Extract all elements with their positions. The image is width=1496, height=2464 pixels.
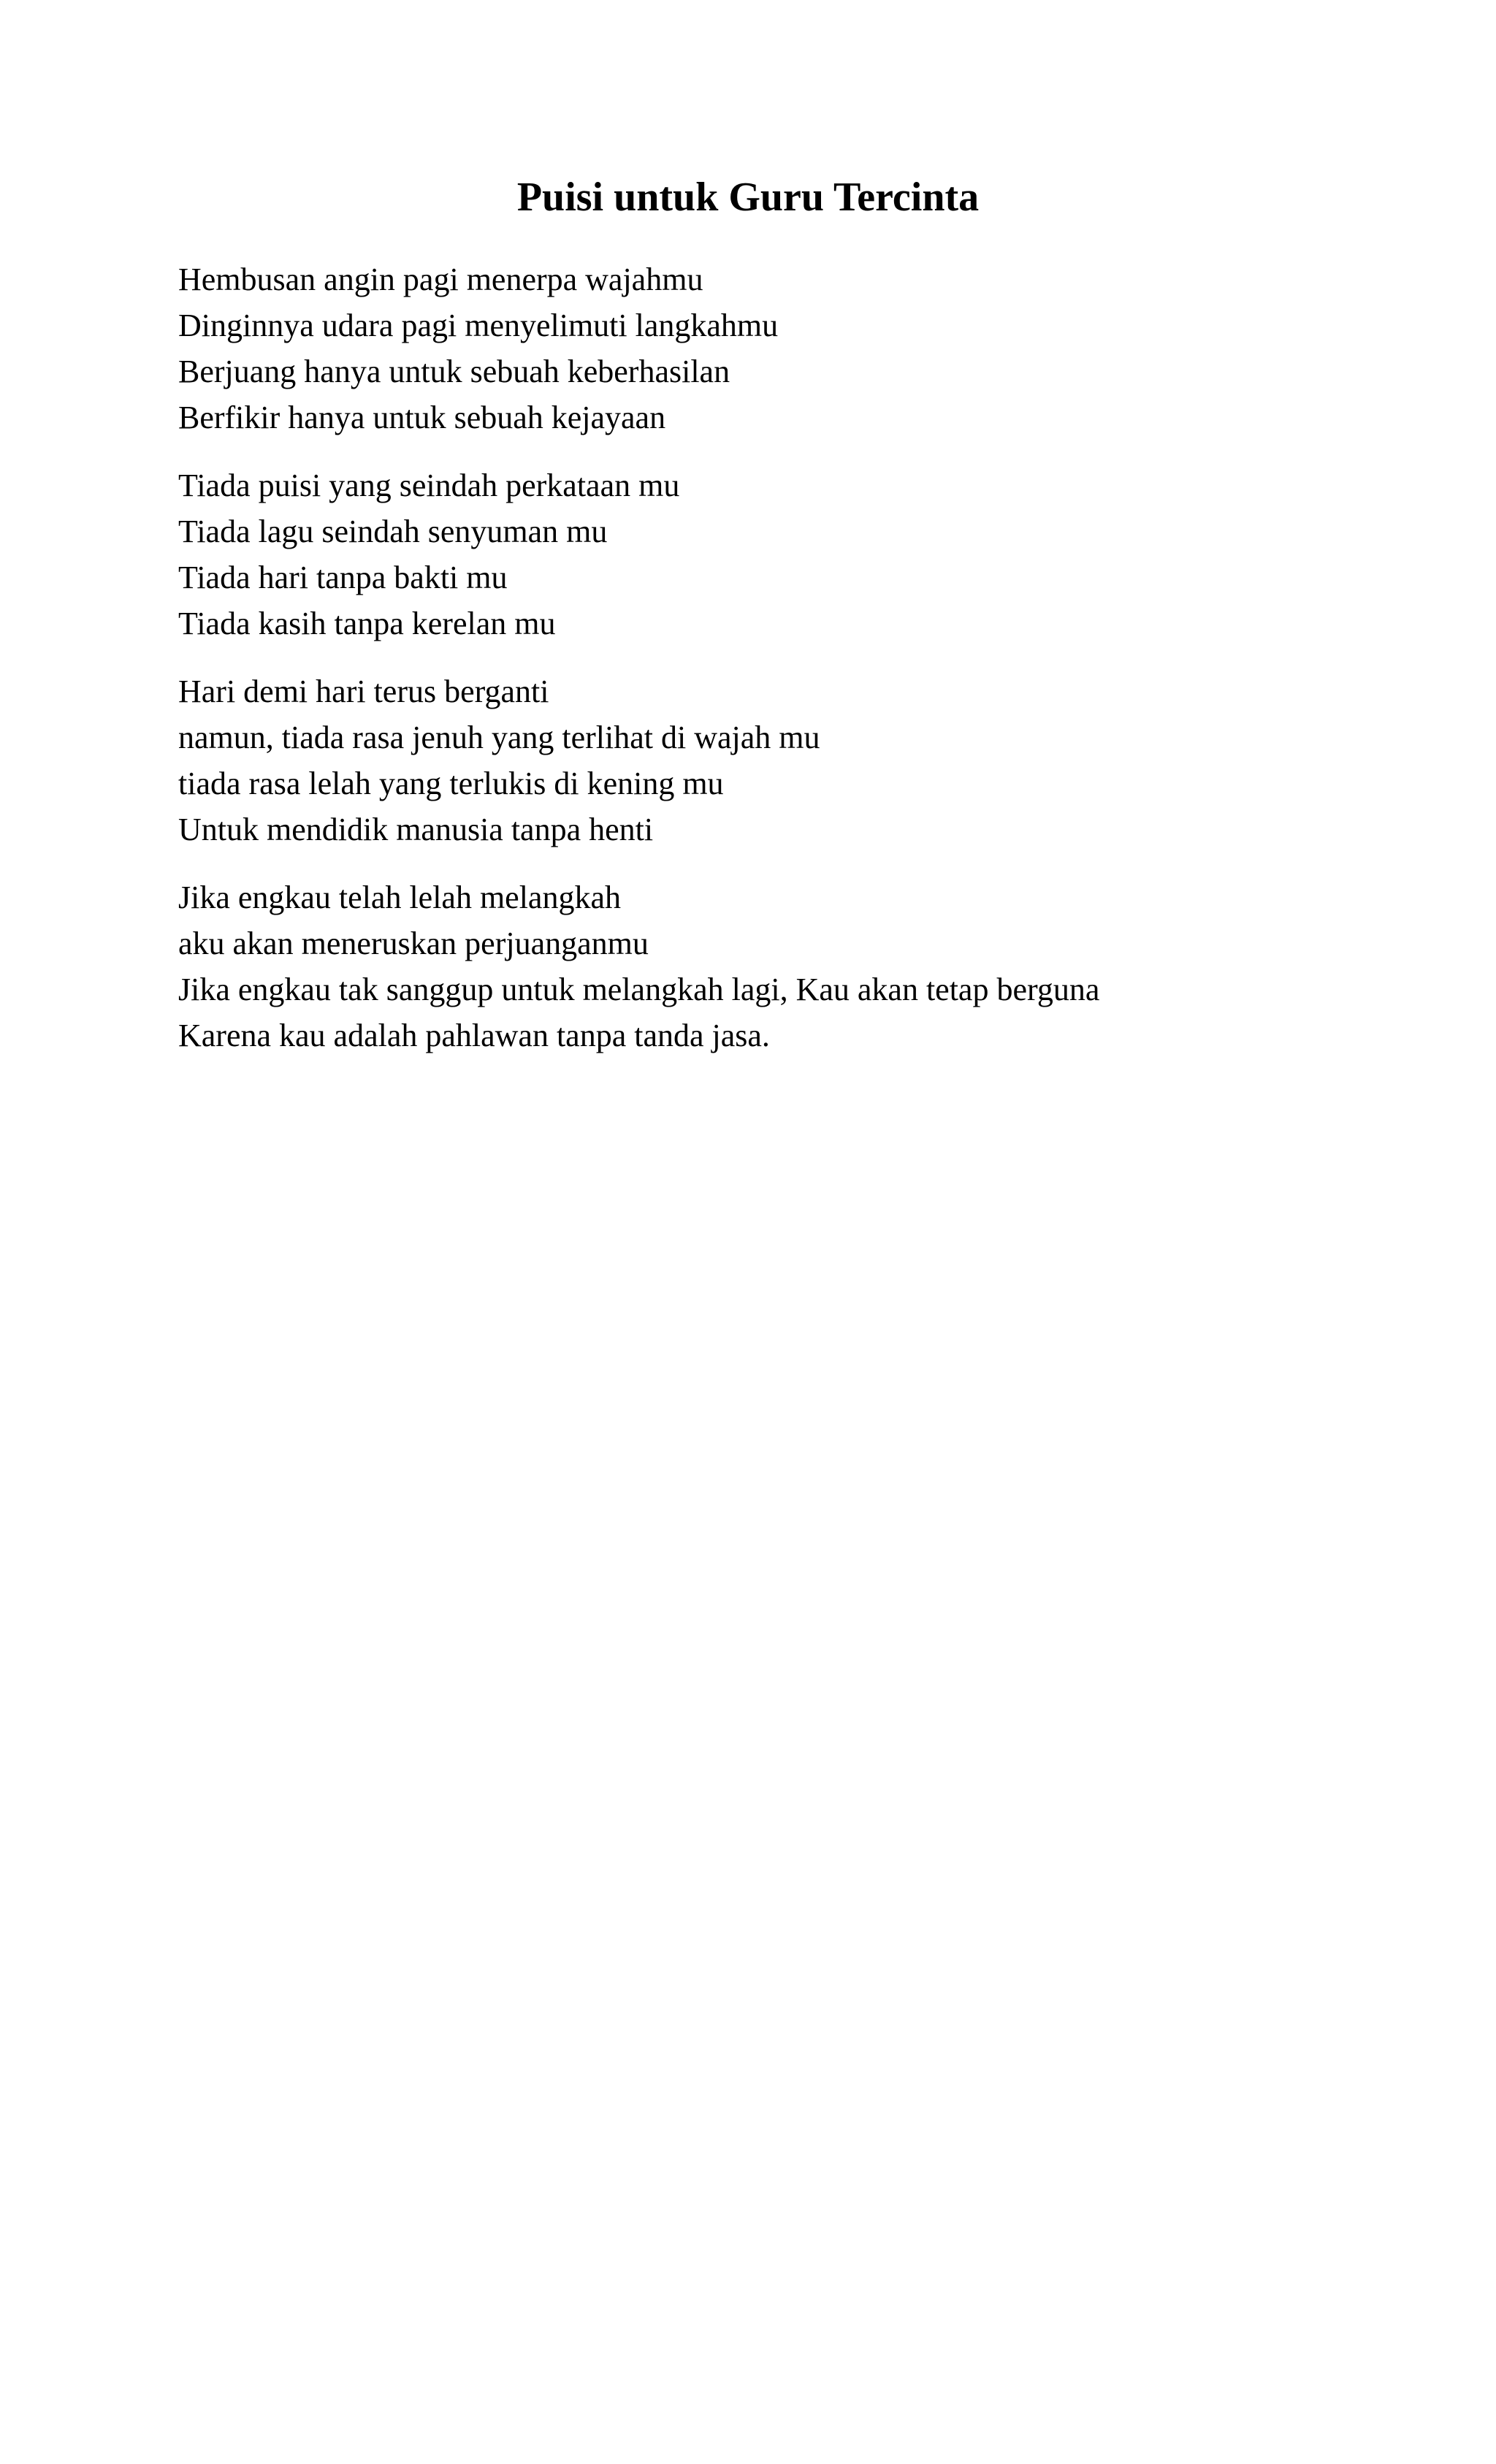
stanza-1 xyxy=(178,256,1464,440)
poem-line: Jika engkau tak sanggup untuk melangkah lagi, Kau akan tetap berguna xyxy=(178,972,1100,1007)
poem-line: Hembusan angin pagi menerpa wajahmu xyxy=(178,262,703,297)
poem-line: Berjuang hanya untuk sebuah keberhasilan xyxy=(178,354,730,389)
poem-line: Dinginnya udara pagi menyelimuti langkahmu xyxy=(178,308,779,343)
poem-line: Karena kau adalah pahlawan tanpa tanda jasa. xyxy=(178,1018,770,1053)
poem-line: Tiada hari tanpa bakti mu xyxy=(178,560,508,595)
stanza-2 xyxy=(178,462,1464,646)
poem-line: Tiada puisi yang seindah perkataan mu xyxy=(178,468,680,503)
poem-line: Tiada lagu seindah senyuman mu xyxy=(178,514,608,549)
poem-line: namun, tiada rasa jenuh yang terlihat di wajah mu xyxy=(178,720,820,755)
poem-line: Untuk mendidik manusia tanpa henti xyxy=(178,812,654,847)
poem-line: tiada rasa lelah yang terlukis di kening mu xyxy=(178,766,724,801)
poem-line: aku akan meneruskan perjuanganmu xyxy=(178,926,649,961)
poem-line: Hari demi hari terus berganti xyxy=(178,674,549,709)
poem-body xyxy=(178,256,1464,1080)
stanza-3 xyxy=(178,668,1464,853)
poem-line: Tiada kasih tanpa kerelan mu xyxy=(178,606,556,641)
poem-line: Jika engkau telah lelah melangkah xyxy=(178,880,621,915)
poem-title: Puisi untuk Guru Tercinta xyxy=(516,175,980,220)
poem-line: Berfikir hanya untuk sebuah kejayaan xyxy=(178,400,666,435)
stanza-4 xyxy=(178,874,1464,1059)
